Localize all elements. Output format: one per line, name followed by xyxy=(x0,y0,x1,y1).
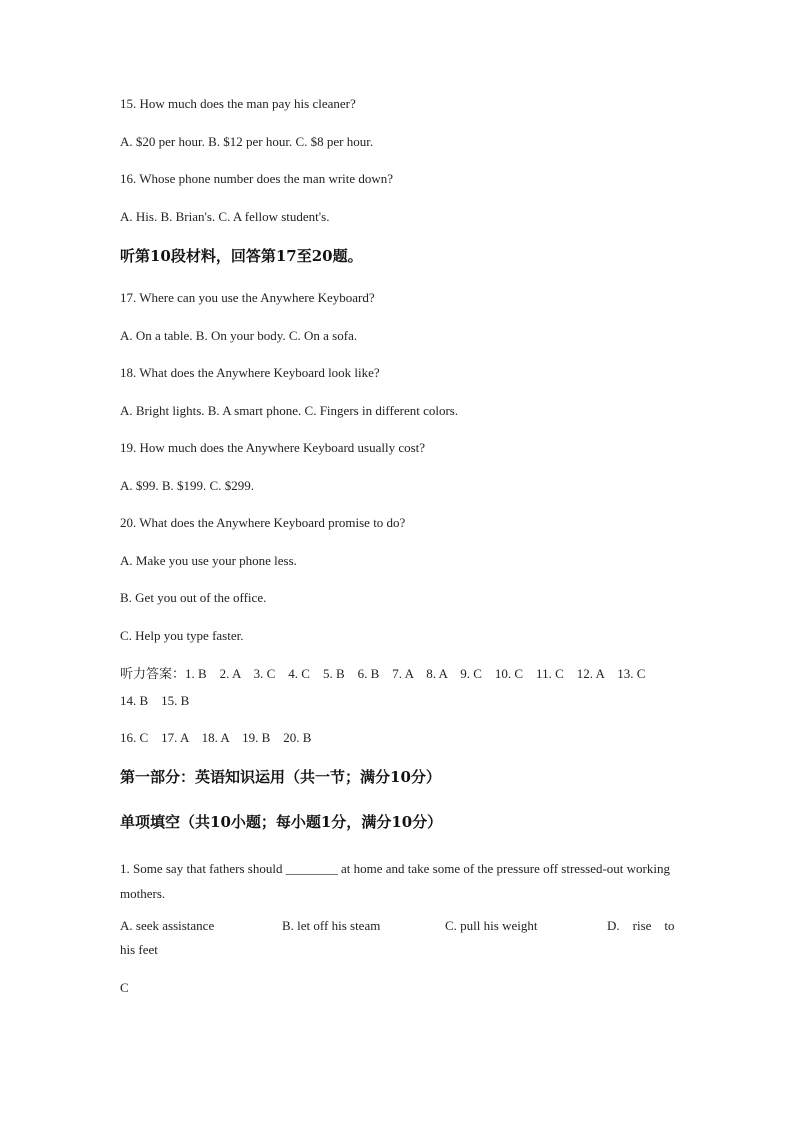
question-1-answer: C xyxy=(120,980,129,995)
question-19: 19. How much does the Anywhere Keyboard usually cost? xyxy=(120,440,426,455)
question-20-option-a: A. Make you use your phone less. xyxy=(120,553,297,568)
question-15-options: A. $20 per hour. B. $12 per hour. C. $8 per hour. xyxy=(120,134,374,149)
answer-key-line-1: 听力答案：1. B 2. A 3. C 4. C 5. B 6. B 7. A 8. A 9. C 10. C 11. C 12. A 13. C xyxy=(120,666,646,681)
question-17: 17. Where can you use the Anywhere Keyboard? xyxy=(120,290,375,305)
question-19-options: A. $99. B. $199. C. $299. xyxy=(120,478,254,493)
question-17-options: A. On a table. B. On your body. C. On a sofa. xyxy=(120,328,358,343)
question-16-options: A. His. B. Brian's. C. A fellow student's. xyxy=(120,209,330,224)
question-15: 15. How much does the man pay his cleaner? xyxy=(120,96,356,111)
question-1-option-b: B. let off his steam xyxy=(282,918,381,933)
question-20-option-c: C. Help you type faster. xyxy=(120,628,244,643)
question-18: 18. What does the Anywhere Keyboard look like? xyxy=(120,365,380,380)
answer-key-line-2: 14. B 15. B xyxy=(120,693,190,708)
question-16: 16. Whose phone number does the man write down? xyxy=(120,171,394,186)
question-18-options: A. Bright lights. B. A smart phone. C. Fingers in different colors. xyxy=(120,403,459,418)
question-20-option-b: B. Get you out of the office. xyxy=(120,590,267,605)
question-1-option-c: C. pull his weight xyxy=(445,918,538,933)
question-20: 20. What does the Anywhere Keyboard promise to do? xyxy=(120,515,406,530)
question-1-option-a: A. seek assistance xyxy=(120,918,215,933)
question-1-text: 1. Some say that fathers should ________ at home and take some of the pressure off stressed-out working mothers. xyxy=(120,861,670,901)
section-10-heading: 听第10段材料，回答第17至20题。 xyxy=(120,247,363,265)
single-choice-heading: 单项填空（共10小题；每小题1分，满分10分） xyxy=(120,813,443,831)
part-1-heading: 第一部分：英语知识运用（共一节；满分10分） xyxy=(120,768,441,786)
question-1-option-d-continued: his feet xyxy=(120,942,158,957)
question-1-option-d: D. rise to xyxy=(607,918,675,933)
answer-key-line-3: 16. C 17. A 18. A 19. B 20. B xyxy=(120,730,312,745)
